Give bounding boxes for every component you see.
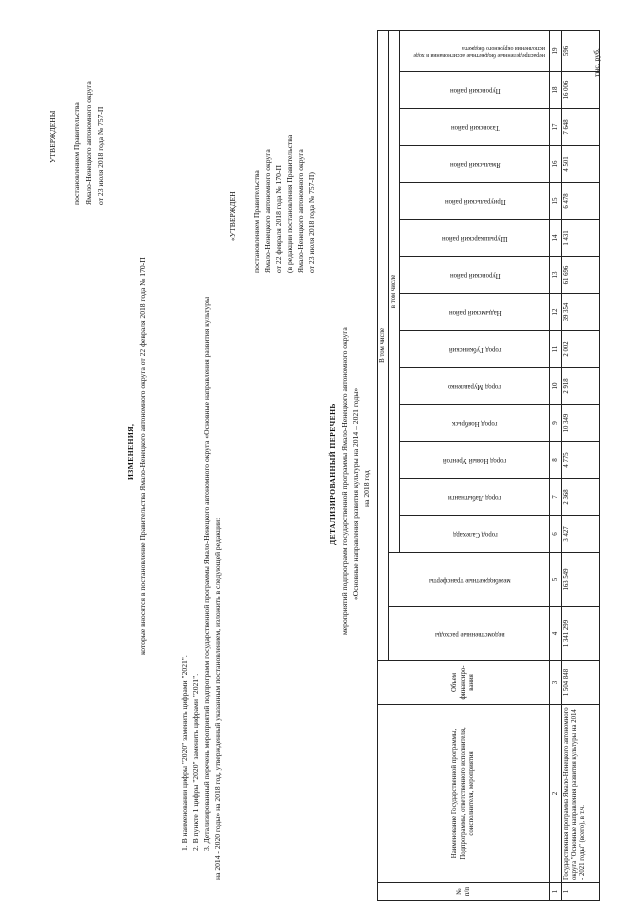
header-town: город Ноябрьск (400, 405, 550, 442)
change-item: 3. Детализированный перечень мероприятий подпрограмм государственной программы Ямало-Ненецкого автономного округа «Основные направления развития культуры (202, 296, 211, 851)
col-number: 19 (550, 30, 561, 71)
col-number: 14 (550, 220, 561, 257)
header-non-program: ведомственные расходы (389, 607, 550, 661)
row-value: 6 478 (561, 183, 599, 220)
col-number: 17 (550, 109, 561, 146)
row-value: 1 431 (561, 220, 599, 257)
change-item: 1. В наименовании цифры "2020" заменить цифрами "2021". (180, 655, 189, 851)
header-town: Надымский район (400, 294, 550, 331)
row-value: 39 354 (561, 294, 599, 331)
row-value: 16 006 (561, 72, 599, 109)
approved2-title: «УТВЕРЖДЕН (228, 191, 237, 241)
header-name: Наименование Государственной программы, Подпрограммы, ответственного исполнителя, соисполнителя, мероприятия (378, 705, 550, 883)
header-num: № п/п (378, 883, 550, 901)
header-town: Пуровский район (400, 257, 550, 294)
col-number: 18 (550, 72, 561, 109)
list-line: мероприятий подпрограмм государственной программы Ямало-Ненецкого автономного округа (340, 327, 349, 635)
header-town: Шурышкарский район (400, 220, 550, 257)
row-value: 1 341 299 (561, 607, 599, 661)
col-number: 9 (550, 405, 561, 442)
header-town: Пуровский район (400, 72, 550, 109)
approval-line: Ямало-Ненецкого автономного округа (84, 81, 93, 205)
header-in-total: В том числе (378, 30, 389, 660)
col-number: 15 (550, 183, 561, 220)
col-number: 11 (550, 331, 561, 368)
header-town: город Новый Уренгой (400, 442, 550, 479)
col-number: 7 (550, 479, 561, 516)
change-item: 2. В пункте 1 цифры "2020" заменить цифрами "2021". (191, 673, 200, 851)
approved2-line: Ямало-Ненецкого автономного округа (263, 149, 272, 273)
header-unallocated: нераспределенные бюджетные ассигнования в ходе исполнения окружного бюджета (400, 30, 550, 71)
header-volume: Объем финансиро-вания (378, 661, 550, 705)
row-num: 1 (561, 883, 599, 901)
list-title: ДЕТАЛИЗИРОВАННЫЙ ПЕРЕЧЕНЬ (328, 403, 337, 545)
header-town: Тазовский район (400, 109, 550, 146)
col-number: 10 (550, 368, 561, 405)
row-value: 2 368 (561, 479, 599, 516)
list-line: на 2018 год (362, 470, 371, 507)
header-town: Приуральский район (400, 183, 550, 220)
row-value: 596 (561, 30, 599, 71)
header-town: город Муравленко (400, 368, 550, 405)
row-value: 7 648 (561, 109, 599, 146)
col-number: 4 (550, 607, 561, 661)
table-row (561, 30, 599, 900)
list-line: «Основные направления развития культуры на 2014 – 2021 годы» (351, 387, 360, 600)
change-item: на 2014 - 2020 годы» на 2018 год, утвержденный указанным постановлением, изложить в следующей редакции: (213, 517, 222, 880)
col-number: 2 (550, 705, 561, 883)
row-value: 3 427 (561, 516, 599, 553)
header-town: город Лабытнанги (400, 479, 550, 516)
row-name: Государственная программа Ямало-Ненецкого автономного округа "Основные направления развития культуры на 2014 - 2021 годы" (всего), в т.ч. (561, 705, 599, 883)
row-value: 163 549 (561, 553, 599, 607)
col-number: 3 (550, 661, 561, 705)
row-value: 4 501 (561, 146, 599, 183)
row-value: 4 775 (561, 442, 599, 479)
col-number: 8 (550, 442, 561, 479)
approved2-line: от 23 июля 2018 года № 757-П) (307, 172, 316, 273)
col-number: 6 (550, 516, 561, 553)
changes-subtitle: которые вносятся в постановление Правительства Ямало-Ненецкого автономного округа от 22 февраля 2018 года № 170-П (138, 257, 147, 655)
approved2-line: постановлением Правительства (252, 170, 261, 273)
approved2-line: (в редакции постановления Правительства (285, 134, 294, 273)
col-number: 13 (550, 257, 561, 294)
row-value: 1 504 848 (561, 661, 599, 705)
financing-table (377, 30, 600, 901)
row-value: 10 349 (561, 405, 599, 442)
approval-title: УТВЕРЖДЕНЫ (48, 110, 57, 163)
header-town: Ямальский район (400, 146, 550, 183)
unit-label: тыс. руб. (592, 48, 601, 77)
col-number: 1 (550, 883, 561, 901)
header-transfers: межбюджетные трансферты (389, 553, 550, 607)
row-value: 2 918 (561, 368, 599, 405)
approved2-line: Ямало-Ненецкого автономного округа (296, 149, 305, 273)
col-number: 12 (550, 294, 561, 331)
changes-title: ИЗМЕНЕНИЯ, (126, 423, 135, 480)
row-value: 2 002 (561, 331, 599, 368)
approval-line: постановлением Правительства (72, 102, 81, 205)
row-value: 61 696 (561, 257, 599, 294)
col-number: 16 (550, 146, 561, 183)
header-town: город Салехард (400, 516, 550, 553)
col-number: 5 (550, 553, 561, 607)
approval-line: от 23 июля 2018 года № 757-П (96, 106, 105, 205)
approved2-line: от 22 февраля 2018 года № 170-П (274, 165, 283, 273)
header-town: город Губкинский (400, 331, 550, 368)
header-in-number: в том числе (389, 30, 400, 552)
